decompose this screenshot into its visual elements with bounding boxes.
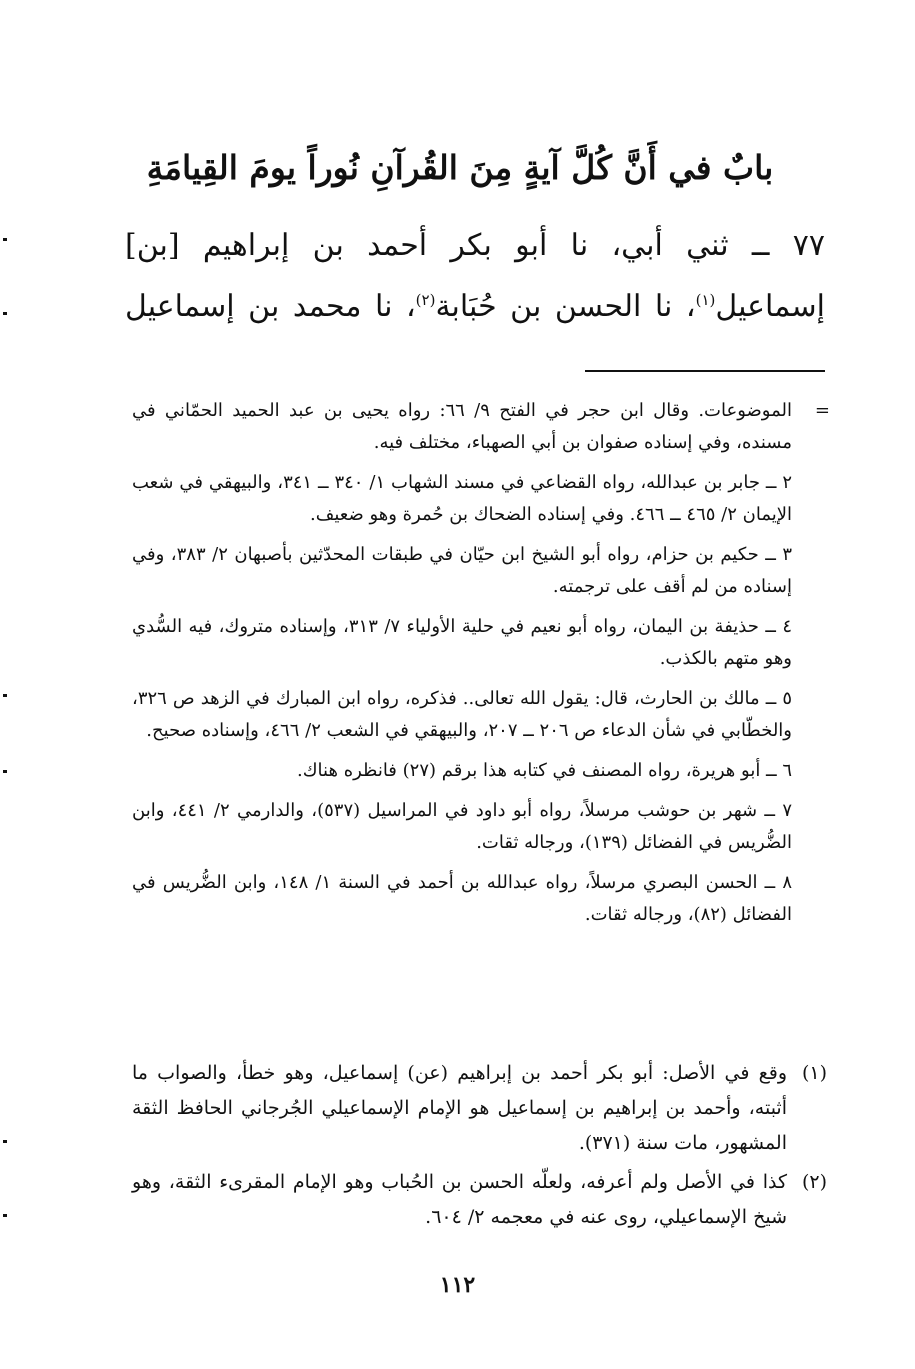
note-continued: الموضوعات. وقال ابن حجر في الفتح ٩/ ٦٦: رواه يحيى بن عبد الحميد الحمّاني في مسنده، وفي إسناده صفوان بن أبي الصهباء، مختلف فيه. (132, 400, 792, 453)
footnote-2 (132, 1165, 827, 1235)
scan-edge-mark (3, 312, 7, 315)
footnote-ref-2: (٢) (415, 291, 436, 309)
note-8: ٨ ــ الحسن البصري مرسلاً، رواه عبدالله بن أحمد في السنة ١/ ١٤٨، وابن الضُّريس في الفضائل (٨٢)، ورجاله ثقات. (132, 872, 792, 925)
footnote-text: وقع في الأصل: أبو بكر أحمد بن إبراهيم (عن) إسماعيل، وهو خطأ، والصواب ما أثبته، وأحمد بن إبراهيم بن إسماعيل هو الإمام الإسماعيلي الجُرجاني الحافظ الثقة المشهور، مات سنة (٣٧١). (132, 1062, 787, 1154)
note-5: ٥ ــ مالك بن الحارث، قال: يقول الله تعالى.. فذكره، رواه ابن المبارك في الزهد ص ٣٢٦، والخطّابي في شأن الدعاء ص ٢٠٦ ــ ٢٠٧، والبيهقي في الشعب ٢/ ٤٦٦، وإسناده صحيح. (132, 688, 792, 741)
scan-edge-mark (3, 1140, 7, 1143)
chapter-title: بابٌ في أَنَّ كُلَّ آيةٍ مِنَ القُرآنِ نُوراً يومَ القِيامَةِ (146, 148, 774, 187)
footnote-1 (132, 1056, 827, 1161)
footnote-number: (٢) (801, 1171, 827, 1193)
footnote-text: كذا في الأصل ولم أعرفه، ولعلّه الحسن بن الحُباب وهو الإمام المقرىء الثقة، وهو شيخ الإسماعيلي، روى عنه في معجمه ٢/ ٦٠٤. (132, 1171, 787, 1228)
note-6: ٦ ــ أبو هريرة، رواه المصنف في كتابه هذا برقم (٢٧) فانظره هناك. (297, 760, 792, 781)
page-number: ١١٢ (439, 1272, 476, 1298)
scan-edge-mark (3, 238, 7, 241)
footnote-number: (١) (801, 1062, 827, 1084)
note-4: ٤ ــ حذيفة بن اليمان، رواه أبو نعيم في حلية الأولياء ٧/ ٣١٣، وإسناده متروك، فيه السُّدي وهو متهم بالكذب. (132, 616, 793, 669)
footnotes (132, 1056, 827, 1239)
note-3: ٣ ــ حكيم بن حزام، رواه أبو الشيخ ابن حيّان في طبقات المحدّثين بأصبهان ٢/ ٣٨٣، وفي إسناده من لم أقف على ترجمته. (132, 544, 792, 597)
hadith-text-part2: ، نا الحسن بن حُبَابة (435, 289, 696, 324)
takhrij-notes (132, 395, 830, 939)
note-2: ٢ ــ جابر بن عبدالله، رواه القضاعي في مسند الشهاب ١/ ٣٤٠ ــ ٣٤١، والبيهقي في شعب الإيمان ٢/ ٤٦٥ ــ ٤٦٦. وفي إسناده الضحاك بن حُمرة وهو ضعيف. (132, 472, 792, 525)
hadith-text-part1: ٧٧ ــ ثني أبي، نا أبو بكر أحمد بن إبراهيم [بن] إسماعيل (125, 228, 825, 324)
scan-edge-mark (3, 770, 7, 773)
scan-edge-mark (3, 694, 7, 697)
continuation-marker: = (814, 400, 830, 421)
footnote-separator (585, 370, 825, 372)
hadith-text-part3: ، نا محمد بن إسماعيل (125, 289, 416, 324)
scan-edge-mark (3, 1214, 7, 1217)
footnote-ref-1: (١) (695, 291, 716, 309)
note-7: ٧ ــ شهر بن حوشب مرسلاً، رواه أبو داود في المراسيل (٥٣٧)، والدارمي ٢/ ٤٤١، وابن الضُّريس في الفضائل (١٣٩)، ورجاله ثقات. (132, 800, 792, 853)
hadith-text (125, 218, 825, 334)
